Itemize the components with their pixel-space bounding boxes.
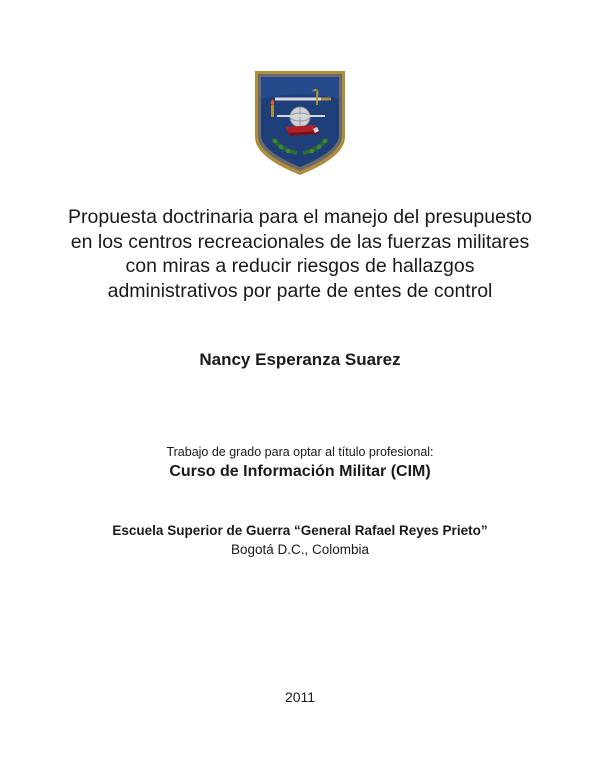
school-name: Escuela Superior de Guerra “General Rafael Reyes Prieto” [112, 523, 488, 538]
degree-intro-text: Trabajo de grado para optar al título profesional: [166, 445, 434, 459]
author-name: Nancy Esperanza Suarez [199, 350, 401, 369]
document-title: Propuesta doctrinaria para el manejo del presupuesto en los centros recreacionales de las fuerzas militares con miras a reducir riesgos de hallazgos administrativos por parte de entes de control [68, 206, 532, 302]
city-location: Bogotá D.C., Colombia [230, 542, 370, 557]
military-crest-icon [253, 69, 347, 177]
course-title: Curso de Información Militar (CIM) [169, 463, 431, 480]
document-year: 2011 [284, 689, 316, 705]
